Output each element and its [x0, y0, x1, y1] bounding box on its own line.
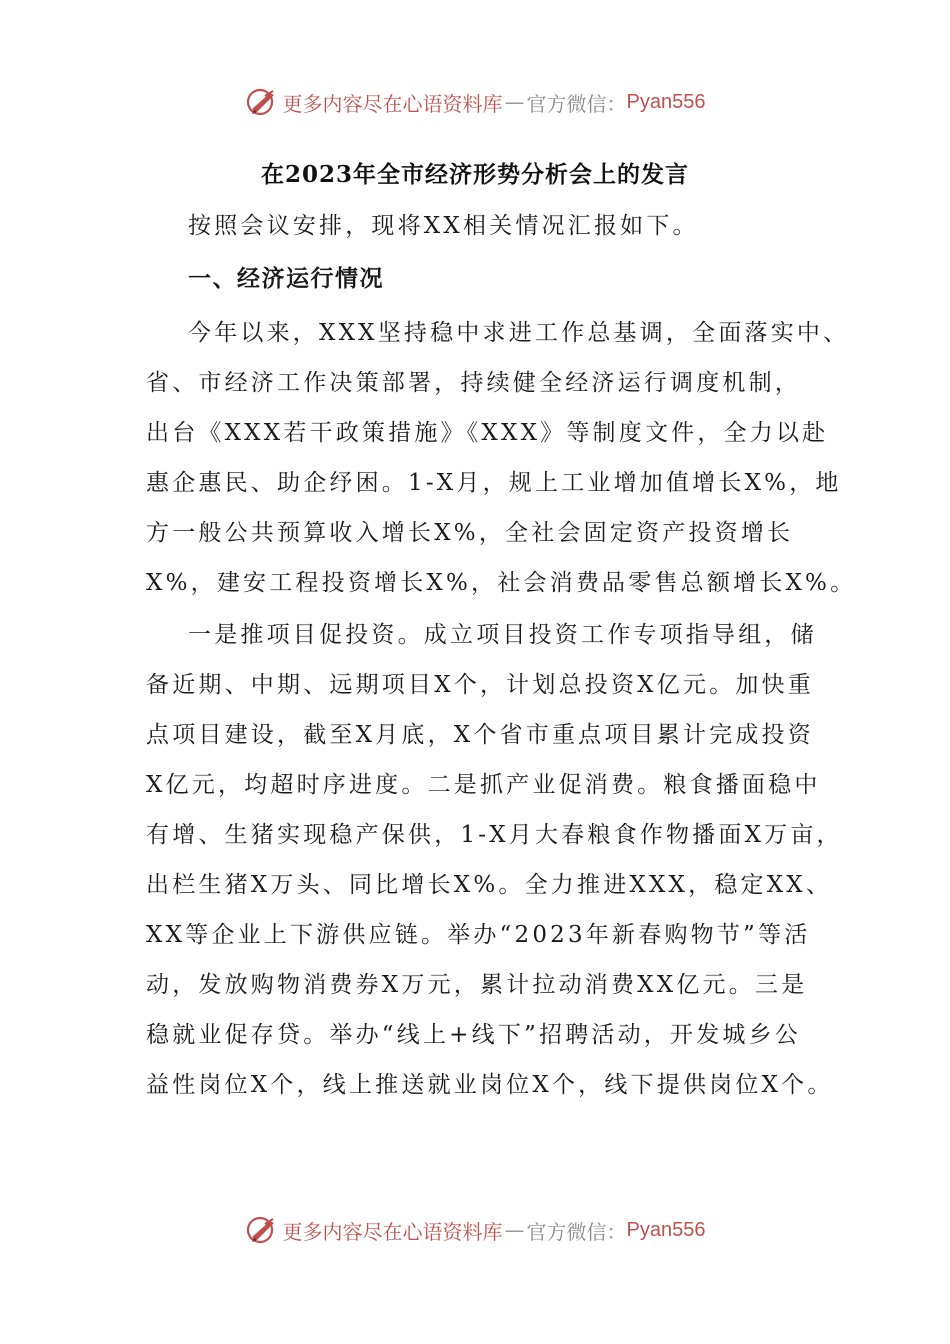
banner-wechat-label: 官方微信： — [526, 1219, 627, 1244]
para1-line: 省、市经济工作决策部署，持续健全经济运行调度机制， — [146, 370, 801, 396]
banner-wechat-id: Pyan556 — [626, 90, 706, 113]
para2-line: 点项目建设，截至X月底，X个省市重点项目累计完成投资 — [146, 722, 814, 748]
para2-line: 出栏生猪X万头、同比增长X%。全力推进XXX，稳定XX、 — [146, 872, 833, 898]
para1-line: X%，建安工程投资增长X%，社会消费品零售总额增长X%。 — [146, 570, 857, 596]
banner-wechat-id: Pyan556 — [626, 1218, 706, 1241]
para1-line: 今年以来，XXX坚持稳中求进工作总基调，全面落实中、 — [188, 320, 850, 346]
pen-logo-icon — [245, 1213, 279, 1247]
para2-line: 有增、生猪实现稳产保供，1-X月大春粮食作物播面X万亩， — [146, 822, 843, 848]
para2-line: 一是推项目促投资。成立项目投资工作专项指导组，储 — [188, 622, 817, 648]
pen-logo-icon — [245, 85, 279, 119]
section-heading-1: 一、经济运行情况 — [188, 265, 384, 292]
para2-line: XX等企业上下游供应链。举办“2023年新春购物节”等活 — [146, 922, 811, 948]
para2-line: 备近期、中期、远期项目X个，计划总投资X亿元。加快重 — [146, 672, 814, 698]
document-title: 在2023年全市经济形势分析会上的发言 — [260, 161, 689, 188]
footer-banner — [0, 1210, 950, 1250]
para2-line: 益性岗位X个，线上推送就业岗位X个，线下提供岗位X个。 — [146, 1072, 834, 1098]
para1-line: 惠企惠民、助企纾困。1-X月，规上工业增加值增长X%，地 — [146, 470, 842, 496]
banner-slogan: 更多内容尽在心语资料库 — [282, 1219, 503, 1244]
header-banner — [0, 82, 950, 122]
para2-line: X亿元，均超时序进度。二是抓产业促消费。粮食播面稳中 — [146, 772, 821, 798]
banner-wechat-label: 官方微信： — [526, 91, 627, 116]
banner-dash: — — [504, 1218, 525, 1242]
para1-line: 方一般公共预算收入增长X%，全社会固定资产投资增长 — [146, 520, 794, 546]
banner-dash: — — [504, 90, 525, 114]
para1-line: 出台《XXX若干政策措施》《XXX》等制度文件，全力以赴 — [146, 420, 829, 446]
para2-line: 动，发放购物消费券X万元，累计拉动消费XX亿元。三是 — [146, 972, 808, 998]
para2-line: 稳就业促存贷。举办“线上+线下”招聘活动，开发城乡公 — [146, 1022, 801, 1048]
intro-text: 按照会议安排，现将XX相关情况汇报如下。 — [188, 213, 699, 239]
banner-slogan: 更多内容尽在心语资料库 — [282, 91, 503, 116]
